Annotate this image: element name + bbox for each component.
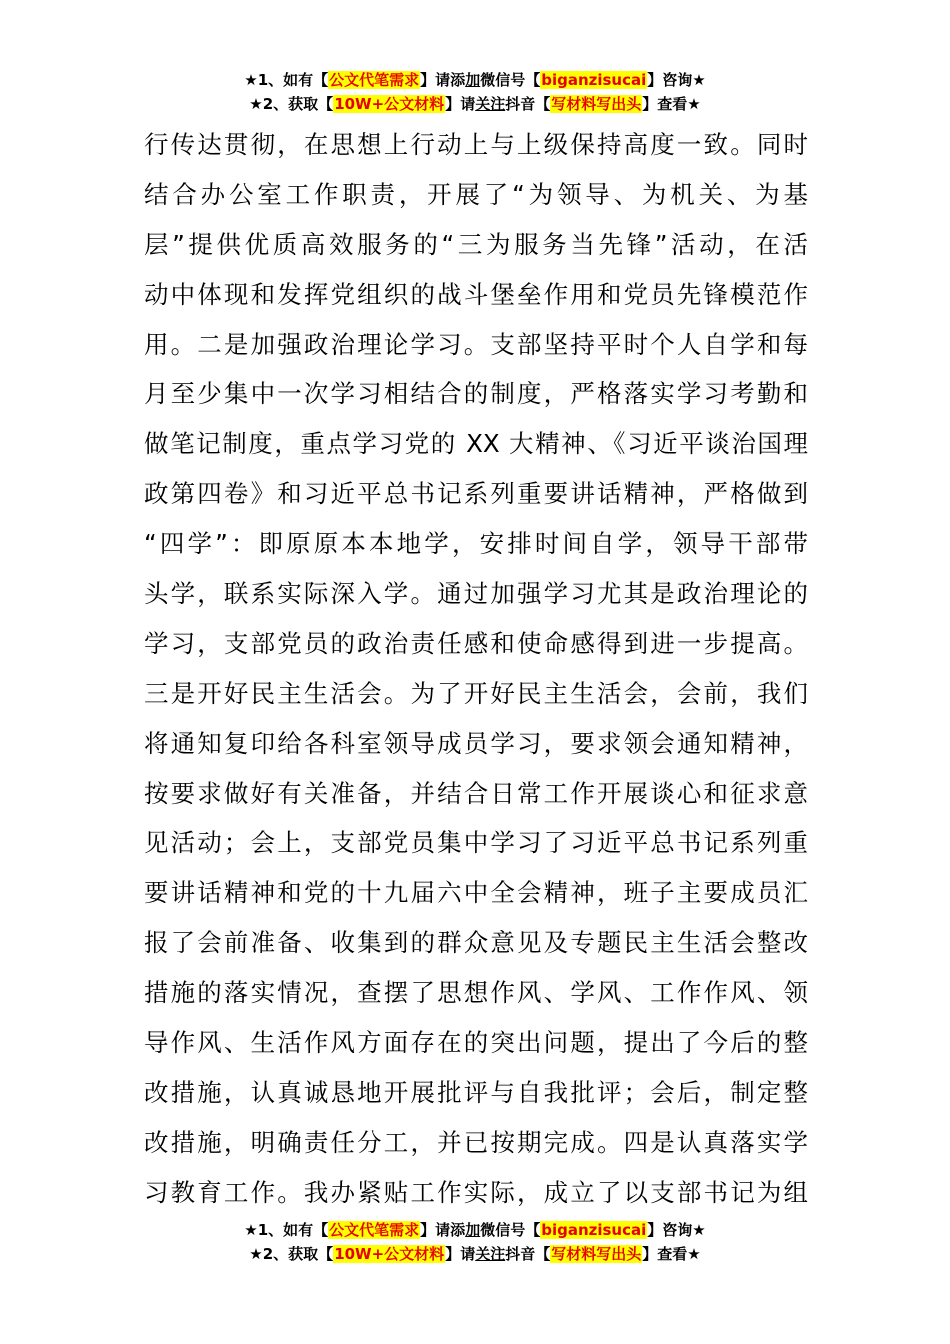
banner-text: 】请 [445, 1245, 476, 1263]
body-line: 习教育工作。我办紧贴工作实际，成立了以支部书记为组 [144, 1177, 808, 1207]
highlight-douyin: 写材料写出头 [551, 1245, 642, 1263]
body-line: 学习，支部党员的政治责任感和使命感得到进一步提高。 [144, 628, 808, 658]
body-line: 用。二是加强政治理论学习。支部坚持平时个人自学和每 [144, 329, 808, 359]
banner-underline-text: 关注 [475, 95, 506, 113]
body-line: 行传达贯彻，在思想上行动上与上级保持高度一致。同时 [144, 130, 808, 159]
body-line: 将通知复印给各科室领导成员学习，要求领会通知精神， [144, 728, 808, 758]
banner-line-2 [0, 1243, 950, 1267]
banner-line-1 [0, 69, 950, 93]
banner-text: ★2、获取【 [249, 1245, 334, 1263]
banner-text: 抖音【 [505, 1245, 551, 1263]
body-line: 结合办公室工作职责，开展了“为领导、为机关、为基 [144, 179, 808, 209]
body-line: 层”提供优质高效服务的“三为服务当先锋”活动，在活 [144, 229, 808, 259]
banner-underline-text: 关注 [475, 1245, 506, 1263]
body-line: 措施的落实情况，查摆了思想作风、学风、工作作风、领 [144, 978, 808, 1008]
banner-text: 抖音【 [505, 95, 551, 113]
body-line: 动中体现和发挥党组织的战斗堡垒作用和党员先锋模范作 [144, 279, 808, 309]
body-line: 导作风、生活作风方面存在的突出问题，提出了今后的整 [144, 1028, 808, 1058]
body-line: 政第四卷》和习近平总书记系列重要讲话精神，严格做到 [144, 479, 808, 509]
body-line: 按要求做好有关准备，并结合日常工作开展谈心和征求意 [144, 778, 808, 808]
body-line: 见活动；会上，支部党员集中学习了习近平总书记系列重 [144, 828, 808, 858]
banner-text: 】请添 [420, 71, 466, 89]
banner-underline-text: 加 [465, 1221, 481, 1239]
highlight-materials: 10W+公文材料 [334, 1245, 445, 1263]
highlight-douyin: 写材料写出头 [551, 95, 642, 113]
body-line: 头学，联系实际深入学。通过加强学习尤其是政治理论的 [144, 579, 808, 609]
banner-line-1 [0, 1219, 950, 1243]
footer-banner [0, 1219, 950, 1267]
banner-text: 微信号【 [480, 71, 541, 89]
body-line: 月至少集中一次学习相结合的制度，严格落实学习考勤和 [144, 379, 808, 409]
body-line: 三是开好民主生活会。为了开好民主生活会，会前，我们 [144, 678, 808, 708]
body-line: 改措施，认真诚恳地开展批评与自我批评；会后，制定整 [144, 1077, 808, 1107]
highlight-ghostwriting: 公文代笔需求 [329, 71, 420, 89]
document-body [144, 120, 808, 1218]
header-banner [0, 69, 950, 117]
banner-text: 】请添 [420, 1221, 466, 1239]
banner-text: 】咨询★ [647, 1221, 706, 1239]
body-line: 做笔记制度，重点学习党的 XX 大精神、《习近平谈治国理 [144, 429, 808, 459]
banner-text: 】查看★ [642, 95, 701, 113]
banner-underline-text: 加 [465, 71, 481, 89]
banner-text: ★1、如有【 [244, 71, 329, 89]
banner-text: 微信号【 [480, 1221, 541, 1239]
highlight-materials: 10W+公文材料 [334, 95, 445, 113]
body-line: 改措施，明确责任分工，并已按期完成。四是认真落实学 [144, 1127, 808, 1157]
banner-text: 】查看★ [642, 1245, 701, 1263]
highlight-wechat-id: biganzisucai [541, 71, 647, 89]
body-line: 要讲话精神和党的十九届六中全会精神，班子主要成员汇 [144, 878, 808, 908]
highlight-wechat-id: biganzisucai [541, 1221, 647, 1239]
banner-text: 】咨询★ [647, 71, 706, 89]
banner-line-2 [0, 93, 950, 117]
body-line: “四学”：即原原本本地学，安排时间自学，领导干部带 [144, 529, 808, 559]
banner-text: 】请 [445, 95, 476, 113]
banner-text: ★2、获取【 [249, 95, 334, 113]
highlight-ghostwriting: 公文代笔需求 [329, 1221, 420, 1239]
banner-text: ★1、如有【 [244, 1221, 329, 1239]
body-line: 报了会前准备、收集到的群众意见及专题民主生活会整改 [144, 928, 808, 958]
